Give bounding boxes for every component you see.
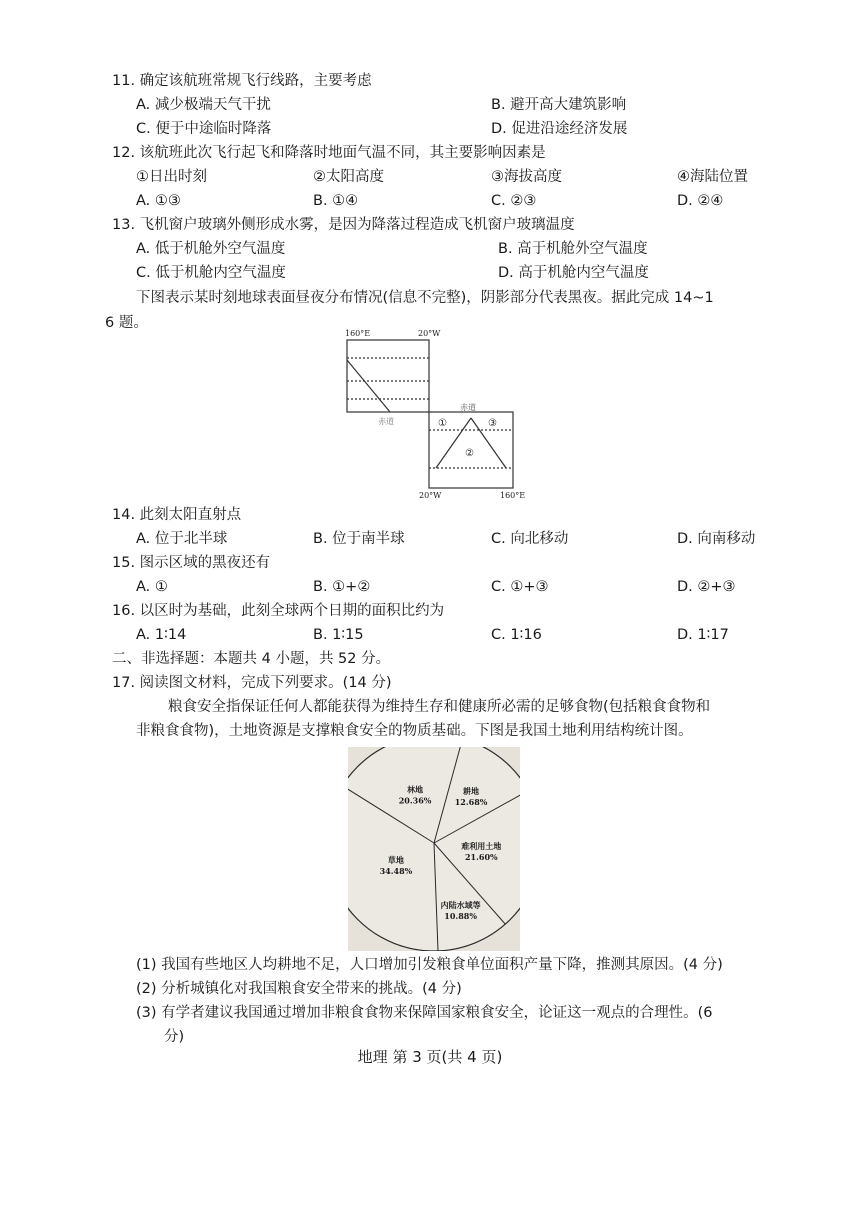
q12-item-1: ①日出时刻 (136, 169, 207, 185)
pie-label-value-4: 34.48% (379, 866, 413, 877)
q17-paragraph-line1: 粮食安全指保证任何人都能获得为维持生存和健康所必需的足够食物(包括粮食食物和 (168, 699, 711, 715)
land-use-pie-chart (348, 747, 520, 951)
upper-terminator (347, 360, 390, 412)
q16-option-a: A. 1∶14 (136, 627, 187, 643)
pie-label-category-1: 耕地 (463, 785, 480, 796)
q12-stem: 12. 该航班此次飞行起飞和降落时地面气温不同，其主要影响因素是 (112, 145, 546, 161)
pie-label-category-4: 草地 (387, 855, 404, 866)
pie-label-value-3: 10.88% (444, 910, 477, 921)
q12-item-4: ④海陆位置 (677, 169, 748, 185)
q11-option-a: A. 减少极端天气干扰 (136, 97, 271, 113)
q15-option-a: A. ① (136, 579, 168, 595)
q15-stem: 15. 图示区域的黑夜还有 (112, 555, 271, 571)
q11-stem: 11. 确定该航班常规飞行线路，主要考虑 (112, 73, 372, 89)
q11-option-b: B. 避开高大建筑影响 (491, 97, 627, 113)
pie-label-value-0: 20.36% (398, 795, 432, 806)
q13-option-c: C. 低于机舱内空气温度 (136, 265, 286, 281)
q11-option-d: D. 促进沿途经济发展 (491, 121, 628, 137)
pie-label-value-1: 12.68% (454, 796, 488, 807)
label-region-2: ② (465, 448, 474, 459)
q17-stem: 17. 阅读图文材料，完成下列要求。(14 分) (112, 675, 392, 691)
q15-option-b: B. ①+② (313, 579, 371, 595)
q13-option-b: B. 高于机舱外空气温度 (498, 241, 648, 257)
q12-item-2: ②太阳高度 (313, 169, 384, 185)
pie-label-value-2: 21.60% (464, 852, 498, 863)
q14-stem: 14. 此刻太阳直射点 (112, 507, 242, 523)
label-bottom-right-lon: 160°E (500, 491, 526, 500)
q12-item-3: ③海拔高度 (491, 169, 562, 185)
q12-option-d: D. ②④ (677, 193, 724, 209)
label-bottom-left-lon: 20°W (419, 491, 442, 500)
label-equator-right: 赤道 (460, 403, 476, 412)
q17-sub3-line2: 分) (164, 1029, 185, 1045)
q12-option-b: B. ①④ (313, 193, 359, 209)
q14-option-a: A. 位于北半球 (136, 531, 228, 547)
q14-option-b: B. 位于南半球 (313, 531, 405, 547)
q15-option-d: D. ②+③ (677, 579, 736, 595)
pie-label-category-0: 林地 (407, 784, 424, 795)
q17-sub3-line1: (3) 有学者建议我国通过增加非粮食食物来保障国家粮食安全，论证这一观点的合理性。(6 (136, 1005, 713, 1021)
q16-option-c: C. 1∶16 (491, 627, 542, 643)
q13-option-a: A. 低于机舱外空气温度 (136, 241, 286, 257)
figure-intro-line2: 6 题。 (105, 315, 148, 331)
pie-label-category-2: 难利用土地 (461, 841, 502, 852)
figure-intro-line1: 下图表示某时刻地球表面昼夜分布情况(信息不完整)，阴影部分代表黑夜。据此完成 14~1 (136, 290, 714, 306)
q16-option-b: B. 1∶15 (313, 627, 364, 643)
q14-option-d: D. 向南移动 (677, 531, 756, 547)
label-region-3: ③ (488, 418, 497, 429)
q15-option-c: C. ①+③ (491, 579, 549, 595)
q16-stem: 16. 以区时为基础，此刻全球两个日期的面积比约为 (112, 603, 445, 619)
upper-box (347, 340, 429, 412)
day-night-figure (330, 326, 530, 502)
q17-sub1: (1) 我国有些地区人均耕地不足，人口增加引发粮食单位面积产量下降，推测其原因。(4 分) (136, 957, 723, 973)
section-2-heading: 二、非选择题：本题共 4 小题，共 52 分。 (112, 651, 391, 667)
q12-option-a: A. ①③ (136, 193, 181, 209)
q13-stem: 13. 飞机窗户玻璃外侧形成水雾，是因为降落过程造成飞机窗户玻璃温度 (112, 217, 575, 233)
label-region-1: ① (438, 418, 447, 429)
pie-label-category-3: 内陆水域等 (440, 899, 481, 910)
page-footer: 地理 第 3 页(共 4 页) (357, 1048, 503, 1066)
q13-option-d: D. 高于机舱内空气温度 (498, 265, 649, 281)
q17-paragraph-line2: 非粮食食物)，土地资源是支撑粮食安全的物质基础。下图是我国土地利用结构统计图。 (136, 723, 693, 739)
label-equator-left: 赤道 (378, 417, 394, 426)
q12-option-c: C. ②③ (491, 193, 537, 209)
q16-option-d: D. 1∶17 (677, 627, 729, 643)
label-top-right-lon: 20°W (418, 329, 441, 338)
q14-option-c: C. 向北移动 (491, 531, 569, 547)
q17-sub2: (2) 分析城镇化对我国粮食安全带来的挑战。(4 分) (136, 981, 462, 997)
label-top-left-lon: 160°E (345, 329, 371, 338)
q11-option-c: C. 便于中途临时降落 (136, 121, 272, 137)
